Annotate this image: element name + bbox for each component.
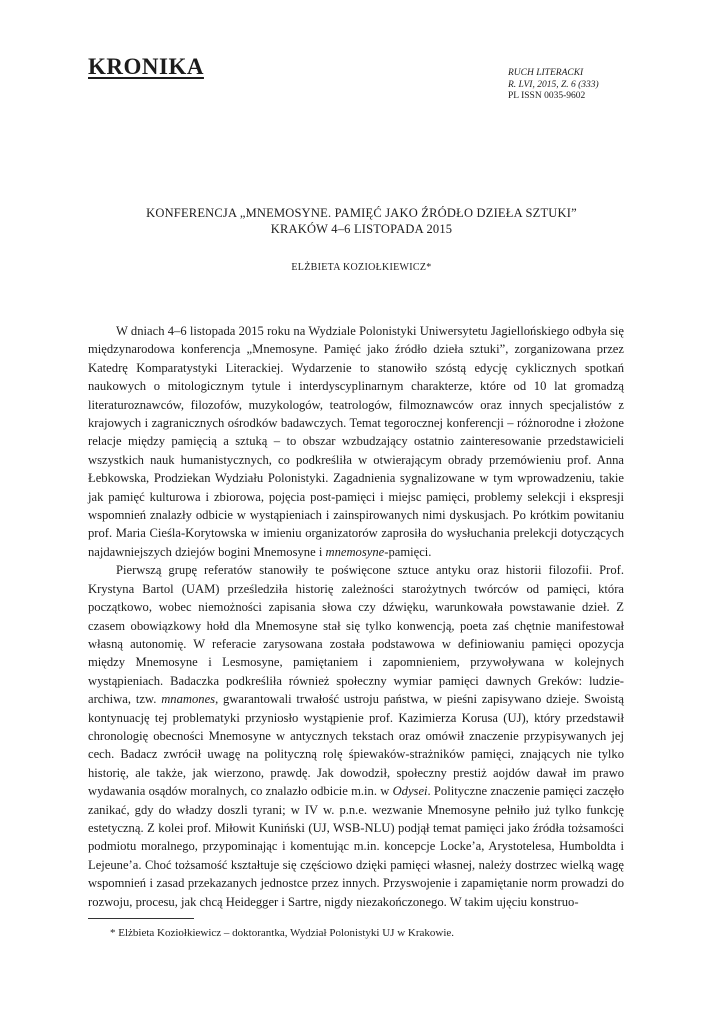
p2-emphasis-2: Odysei [392, 784, 428, 799]
article-title-line-2: KRAKÓW 4–6 LISTOPADA 2015 [270, 221, 453, 236]
footnote-divider [88, 918, 194, 919]
p2-text-b: , gwarantowali trwałość ustroju państwa, w pieśni zapisywano dzieje. Swoistą kontynuację tej problematyki przyniosło wystąpienie prof. Kazimierza Korusa (UJ), który przedstawił chronologię obecności Mnemosyne w antycznych tekstach oraz omówił znaczenie przypisywanych jej cech. Badacz zwrócił uwagę na polityczną rolę śpiewaków-strażników pamięci, znających nie tylko historię, ale także, jak wierzono, prawdę. Jak dowodził, społeczny prestiż aojdów dawał im prawo wydawania osądów moralnych, co znalazło odbicie m.in. w [88, 692, 624, 799]
journal-issue: R. LVI, 2015, Z. 6 (333) [508, 79, 599, 90]
article-title-line-1: KONFERENCJA „MNEMOSYNE. PAMIĘĆ JAKO ŹRÓDŁO DZIEŁA SZTUKI” [146, 206, 577, 220]
section-label: KRONIKA [88, 54, 204, 79]
p2-text-c: . Polityczne znaczenie pamięci zaczęło zanikać, gdy do władzy doszli tyrani; w IV w. p.n.e. wezwanie Mnemosyne pełniło już tylko funkcję estetyczną. Z kolei prof. Miłowit Kuniński (UJ, WSB-NLU) podjął temat pamięci jako źródła tożsamości podmiotu moralnego, przypominając i komentując m.in. koncepcje Locke’a, Arystotelesa, Humboldta i Lejeune’a. Choć tożsamość kształtuje się częściowo dzięki pamięci własnej, należy dostrzec wielką wagę wspomnień i zasad przekazanych jednostce przez innych. Przyswojenie i zapamiętanie norm prowadzi do rozwoju, procesu, jak chcą Heidegger i Sartre, nigdy niezakończonego. W takim ujęciu konstruo- [88, 784, 625, 909]
body-paragraph-2 [88, 561, 624, 911]
article-author: ELŻBIETA KOZIOŁKIEWICZ* [291, 262, 432, 273]
journal-issn: PL ISSN 0035-9602 [508, 91, 586, 101]
p1-text-a: W dniach 4–6 listopada 2015 roku na Wydziale Polonistyki Uniwersytetu Jagiellońskiego odbyła się międzynarodowa konferencja „Mnemosyne. Pamięć jako źródło dzieła sztuki”, zorganizowana przez Katedrę Komparatystyki Literackiej. Wydarzenie to stanowiło szóstą edycję cyklicznych spotkań naukowych o mitologicznym tytule i interdyscyplinarnym charakterze, które od 10 lat gromadzą literaturoznawców, filozofów, muzykologów, teatrologów, filmoznawców oraz innych specjalistów z krajowych i zagranicznych ośrodków badawczych. Temat tegorocznej konferencji – różnorodne i złożone relacje między pamięcią a sztuką – to obszar wzbudzający ostatnio zainteresowanie przedstawicieli wszystkich nauk humanistycznych, co podkreśliła w otwierającym obrady przemówieniu prof. Anna Łebkowska, Prodziekan Wydziału Polonistyki. Zagadnienia sygnalizowane w tym wprowadzeniu, takie jak pamięć kulturowa i zbiorowa, pojęcia post-pamięci i miejsc pamięci, problemy selekcji i ekspresji wspomnień znalazły odbicie w wystąpieniach i zainspirowanych nimi dyskusjach. Po krótkim powitaniu prof. Maria Cieśla-Korytowska w imieniu organizatorów zaprosiła do wysłuchania prelekcji dotyczących najdawniejszych dziejów bogini Mnemosyne i [88, 324, 624, 559]
footnote: * Elżbieta Koziołkiewicz – doktorantka, Wydział Polonistyki UJ w Krakowie. [110, 927, 455, 939]
body-paragraph-1 [88, 322, 624, 561]
p2-emphasis-1: mnamones [161, 692, 216, 707]
journal-name: RUCH LITERACKI [508, 68, 584, 78]
p1-emphasis: mnemosyne [325, 544, 385, 559]
article-title [60, 206, 663, 237]
article-body [88, 322, 624, 911]
p1-text-b: -pamięci. [384, 544, 432, 559]
p2-text-a: Pierwszą grupę referatów stanowiły te poświęcone sztuce antyku oraz historii filozofii. Prof. Krystyna Bartol (UAM) prześledziła historię zależności starożytnych twórców od pamięci, która początkowo, wobec niemożności zapisania słowa czy dźwięku, warunkowała powstawanie dzieł. Z czasem obowiązkowy hołd dla Mnemosyne stał się tylko konwencją, poeta zaś chętnie manifestował własną autonomię. W referacie zarysowana została podstawowa w definiowaniu pamięci opozycja między Mnemosyne i Lesmosyne, pamiętaniem i zapomnieniem, przywoływana w kolejnych wystąpieniach. Badaczka podkreśliła również społeczny wymiar pamięci dawnych Greków: ludzie-archiwa, tzw. [88, 563, 624, 707]
journal-info [508, 68, 599, 103]
